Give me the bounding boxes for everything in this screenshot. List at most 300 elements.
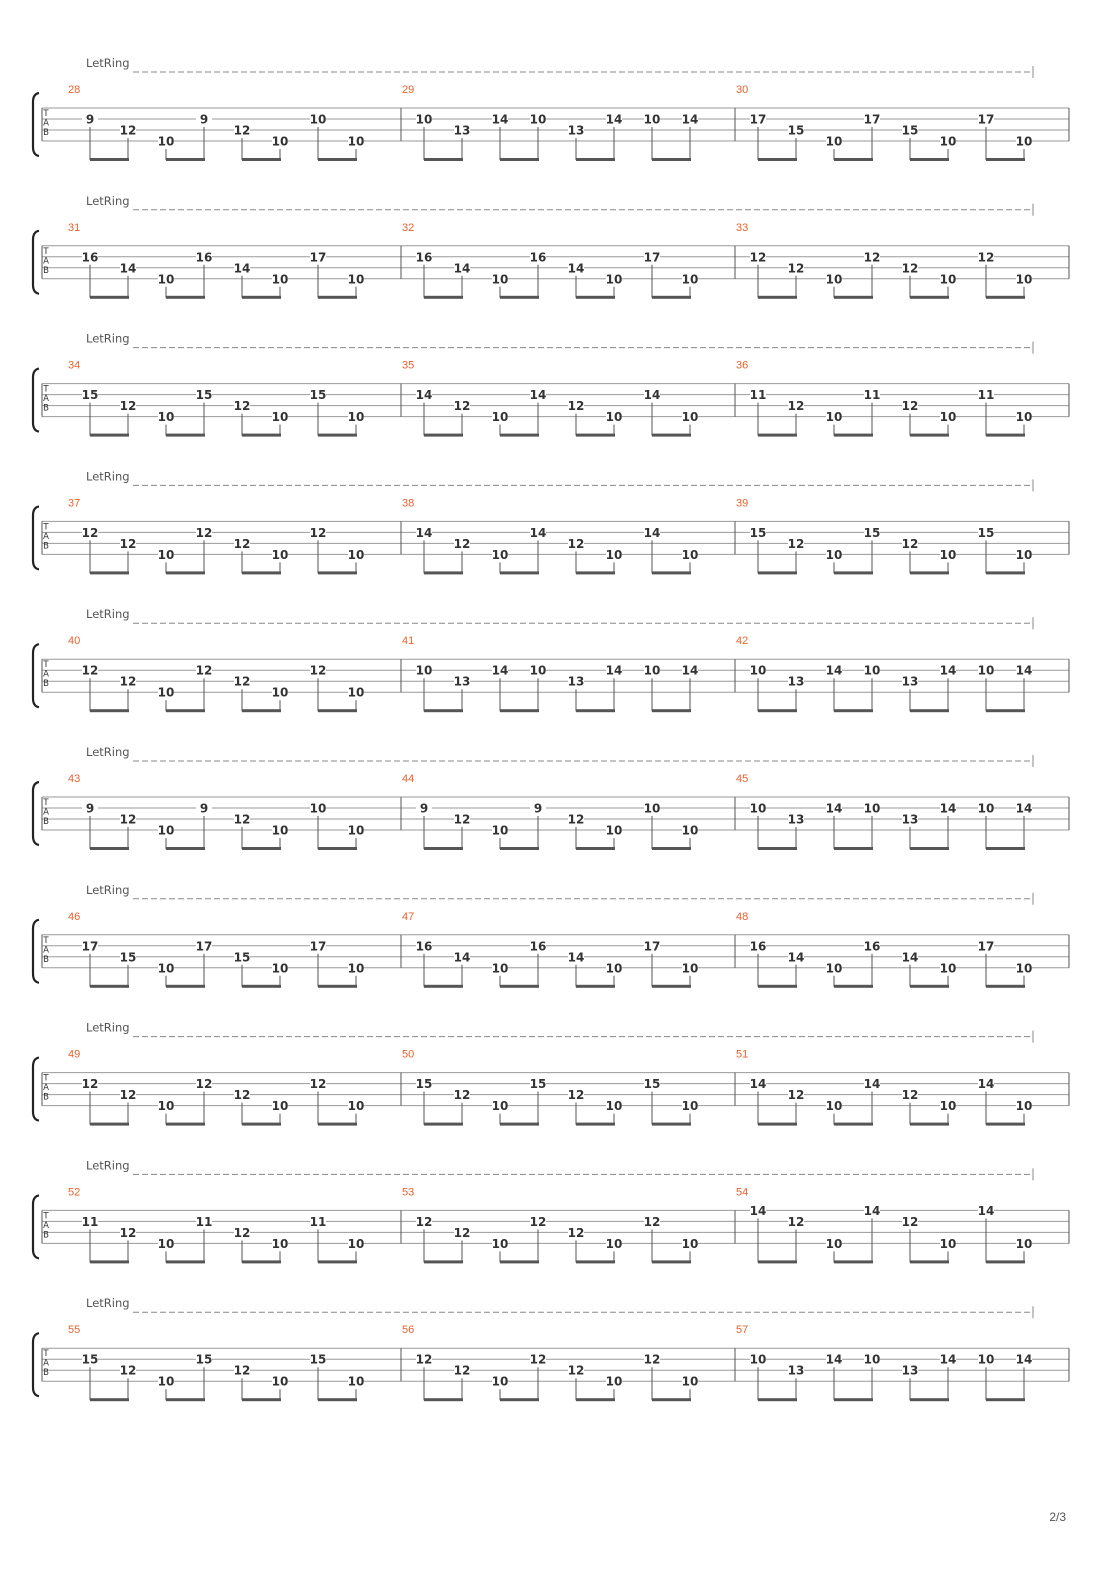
fret-number: 14 — [119, 261, 137, 276]
tab-clef-letter: T — [43, 1211, 49, 1222]
fret-number: 10 — [271, 547, 289, 562]
fret-number: 17 — [643, 250, 661, 265]
let-ring-label: LetRing — [86, 882, 130, 897]
tab-clef-letter: B — [43, 265, 49, 276]
note-beam — [758, 985, 797, 988]
fret-number: 10 — [681, 1099, 699, 1114]
fret-number: 15 — [309, 1352, 327, 1367]
fret-number: 10 — [271, 410, 289, 425]
note-beam — [242, 709, 281, 712]
fret-number: 10 — [939, 410, 957, 425]
fret-number: 12 — [901, 261, 919, 276]
fret-number: 15 — [81, 388, 99, 403]
tab-clef-letter: A — [43, 669, 49, 680]
fret-number: 10 — [157, 1236, 175, 1251]
fret-number: 10 — [681, 272, 699, 287]
fret-number: 10 — [529, 112, 547, 127]
fret-number: 11 — [81, 1214, 99, 1229]
measure-number: 54 — [736, 1186, 749, 1199]
tab-clef-letter: B — [43, 817, 49, 827]
note-beam — [318, 1260, 357, 1263]
note-beam — [652, 296, 691, 299]
fret-number: 10 — [643, 663, 661, 678]
fret-number: 14 — [529, 525, 547, 540]
note-beam — [652, 158, 691, 161]
fret-number: 10 — [491, 1236, 509, 1251]
fret-number: 10 — [347, 272, 365, 287]
note-beam — [986, 1123, 1025, 1126]
measure-number: 57 — [736, 1324, 749, 1337]
fret-number: 14 — [1015, 801, 1033, 816]
note-beam — [576, 847, 615, 850]
measure-number: 47 — [402, 910, 415, 923]
note-beam — [318, 434, 357, 437]
note-beam — [576, 434, 615, 437]
fret-number: 12 — [453, 1363, 471, 1378]
note-beam — [576, 158, 615, 161]
measure-number: 32 — [402, 221, 415, 234]
tab-clef-letter: T — [43, 522, 49, 533]
note-beam — [910, 434, 949, 437]
note-beam — [758, 1260, 797, 1263]
fret-number: 12 — [119, 123, 137, 138]
fret-number: 14 — [863, 1203, 881, 1218]
note-beam — [500, 571, 539, 574]
fret-number: 13 — [901, 1363, 919, 1378]
fret-number: 9 — [199, 801, 209, 816]
fret-number: 9 — [419, 801, 429, 816]
fret-number: 13 — [453, 123, 471, 138]
fret-number: 14 — [1015, 663, 1033, 678]
fret-number: 14 — [749, 1077, 767, 1092]
fret-number: 14 — [233, 261, 251, 276]
note-beam — [986, 847, 1025, 850]
note-beam — [166, 709, 205, 712]
system-bracket — [33, 369, 39, 432]
fret-number: 10 — [157, 410, 175, 425]
fret-number: 14 — [681, 663, 699, 678]
tab-clef-letter: A — [43, 1358, 49, 1369]
note-beam — [652, 1123, 691, 1126]
note-beam — [652, 985, 691, 988]
note-beam — [910, 571, 949, 574]
tab-clef-letter: B — [43, 128, 49, 138]
fret-number: 16 — [195, 250, 213, 265]
fret-number: 10 — [605, 547, 623, 562]
note-beam — [986, 985, 1025, 988]
note-beam — [986, 1260, 1025, 1263]
fret-number: 14 — [863, 1077, 881, 1092]
tab-clef-letter: T — [43, 384, 49, 395]
fret-number: 12 — [309, 1077, 327, 1092]
fret-number: 14 — [529, 388, 547, 403]
measure-number: 36 — [736, 359, 749, 372]
fret-number: 10 — [939, 134, 957, 149]
fret-number: 12 — [529, 1352, 547, 1367]
note-beam — [424, 1123, 463, 1126]
fret-number: 12 — [453, 536, 471, 551]
note-beam — [424, 1260, 463, 1263]
note-beam — [834, 296, 873, 299]
measure-number: 49 — [68, 1048, 81, 1061]
note-beam — [576, 709, 615, 712]
note-beam — [166, 571, 205, 574]
fret-number: 14 — [1015, 1352, 1033, 1367]
fret-number: 13 — [901, 812, 919, 827]
fret-number: 10 — [1015, 134, 1033, 149]
fret-number: 10 — [157, 272, 175, 287]
fret-number: 15 — [977, 525, 995, 540]
note-beam — [834, 1398, 873, 1401]
fret-number: 16 — [863, 939, 881, 954]
fret-number: 13 — [567, 674, 585, 689]
fret-number: 14 — [825, 801, 843, 816]
measure-number: 55 — [68, 1324, 81, 1337]
fret-number: 12 — [119, 1363, 137, 1378]
tab-clef-letter: A — [43, 1220, 49, 1231]
note-beam — [758, 709, 797, 712]
fret-number: 12 — [233, 536, 251, 551]
let-ring-label: LetRing — [86, 1296, 130, 1311]
measure-number: 38 — [402, 497, 415, 510]
fret-number: 12 — [81, 1077, 99, 1092]
fret-number: 10 — [681, 547, 699, 562]
fret-number: 15 — [309, 388, 327, 403]
note-beam — [242, 1260, 281, 1263]
let-ring-label: LetRing — [86, 1020, 130, 1035]
note-beam — [652, 1260, 691, 1263]
tab-clef-letter: B — [43, 403, 49, 414]
tab-clef-letter: B — [43, 1368, 49, 1379]
note-beam — [834, 158, 873, 161]
fret-number: 12 — [901, 399, 919, 414]
fret-number: 16 — [415, 939, 433, 954]
note-beam — [90, 847, 129, 850]
note-beam — [318, 571, 357, 574]
tab-clef-letter: B — [43, 1230, 49, 1241]
fret-number: 10 — [347, 1374, 365, 1389]
fret-number: 12 — [415, 1352, 433, 1367]
note-beam — [834, 1260, 873, 1263]
note-beam — [166, 1260, 205, 1263]
tab-clef-letter: T — [43, 660, 49, 671]
fret-number: 15 — [643, 1077, 661, 1092]
fret-number: 10 — [415, 663, 433, 678]
fret-number: 12 — [233, 1363, 251, 1378]
tab-clef-letter: A — [43, 531, 49, 542]
fret-number: 10 — [347, 823, 365, 838]
fret-number: 10 — [939, 547, 957, 562]
note-beam — [986, 571, 1025, 574]
note-beam — [986, 296, 1025, 299]
fret-number: 12 — [233, 399, 251, 414]
note-beam — [758, 296, 797, 299]
note-beam — [500, 1260, 539, 1263]
fret-number: 10 — [643, 112, 661, 127]
fret-number: 15 — [863, 525, 881, 540]
measure-number: 44 — [402, 773, 415, 785]
fret-number: 12 — [119, 536, 137, 551]
fret-number: 10 — [863, 663, 881, 678]
note-beam — [90, 434, 129, 437]
fret-number: 12 — [195, 1077, 213, 1092]
note-beam — [424, 434, 463, 437]
fret-number: 12 — [233, 1088, 251, 1103]
fret-number: 14 — [605, 663, 623, 678]
fret-number: 10 — [347, 410, 365, 425]
fret-number: 17 — [749, 112, 767, 127]
fret-number: 14 — [567, 950, 585, 965]
measure-number: 37 — [68, 497, 81, 510]
fret-number: 11 — [863, 388, 881, 403]
fret-number: 12 — [309, 663, 327, 678]
fret-number: 10 — [1015, 547, 1033, 562]
fret-number: 13 — [787, 812, 805, 827]
note-beam — [242, 571, 281, 574]
fret-number: 17 — [977, 939, 995, 954]
fret-number: 11 — [749, 388, 767, 403]
fret-number: 12 — [567, 536, 585, 551]
fret-number: 10 — [157, 1099, 175, 1114]
measure-number: 53 — [402, 1186, 415, 1199]
fret-number: 12 — [233, 812, 251, 827]
fret-number: 10 — [271, 1236, 289, 1251]
tab-clef-letter: A — [43, 945, 49, 956]
fret-number: 10 — [863, 1352, 881, 1367]
tab-clef-letter: A — [43, 256, 49, 267]
fret-number: 14 — [643, 388, 661, 403]
fret-number: 16 — [415, 250, 433, 265]
note-beam — [834, 1123, 873, 1126]
fret-number: 12 — [453, 812, 471, 827]
tab-clef-letter: B — [43, 679, 49, 690]
fret-number: 12 — [81, 525, 99, 540]
note-beam — [500, 1123, 539, 1126]
fret-number: 15 — [233, 950, 251, 965]
fret-number: 10 — [157, 685, 175, 700]
note-beam — [576, 1123, 615, 1126]
note-beam — [576, 296, 615, 299]
fret-number: 12 — [309, 525, 327, 540]
fret-number: 12 — [119, 812, 137, 827]
fret-number: 10 — [491, 823, 509, 838]
note-beam — [652, 571, 691, 574]
fret-number: 13 — [567, 123, 585, 138]
measure-number: 34 — [68, 359, 81, 372]
measure-number: 35 — [402, 359, 415, 372]
note-beam — [910, 1260, 949, 1263]
fret-number: 10 — [347, 1236, 365, 1251]
tab-clef-letter: T — [43, 1073, 49, 1084]
fret-number: 11 — [977, 388, 995, 403]
fret-number: 17 — [643, 939, 661, 954]
fret-number: 12 — [415, 1214, 433, 1229]
note-beam — [90, 158, 129, 161]
fret-number: 15 — [749, 525, 767, 540]
fret-number: 10 — [863, 801, 881, 816]
fret-number: 10 — [825, 547, 843, 562]
fret-number: 14 — [415, 388, 433, 403]
note-beam — [910, 1398, 949, 1401]
note-beam — [758, 1123, 797, 1126]
note-beam — [500, 1398, 539, 1401]
fret-number: 12 — [787, 1214, 805, 1229]
fret-number: 12 — [977, 250, 995, 265]
measure-number: 31 — [68, 221, 81, 234]
note-beam — [166, 158, 205, 161]
note-beam — [318, 985, 357, 988]
fret-number: 12 — [567, 1088, 585, 1103]
measure-number: 51 — [736, 1048, 749, 1061]
fret-number: 12 — [567, 812, 585, 827]
note-beam — [910, 1123, 949, 1126]
tab-clef-letter: B — [43, 541, 49, 552]
note-beam — [90, 709, 129, 712]
fret-number: 14 — [901, 950, 919, 965]
fret-number: 10 — [939, 961, 957, 976]
measure-number: 52 — [68, 1186, 81, 1199]
fret-number: 17 — [195, 939, 213, 954]
note-beam — [986, 709, 1025, 712]
fret-number: 10 — [825, 961, 843, 976]
fret-number: 10 — [977, 1352, 995, 1367]
fret-number: 10 — [681, 410, 699, 425]
fret-number: 12 — [787, 261, 805, 276]
fret-number: 10 — [605, 1374, 623, 1389]
fret-number: 15 — [119, 950, 137, 965]
fret-number: 10 — [1015, 1099, 1033, 1114]
fret-number: 14 — [825, 663, 843, 678]
system-bracket — [33, 1333, 39, 1396]
note-beam — [576, 1398, 615, 1401]
fret-number: 13 — [453, 674, 471, 689]
note-beam — [576, 985, 615, 988]
fret-number: 10 — [271, 961, 289, 976]
fret-number: 10 — [491, 961, 509, 976]
fret-number: 15 — [787, 123, 805, 138]
fret-number: 14 — [825, 1352, 843, 1367]
fret-number: 14 — [643, 525, 661, 540]
note-beam — [576, 1260, 615, 1263]
note-beam — [90, 1260, 129, 1263]
let-ring-label: LetRing — [86, 56, 130, 70]
note-beam — [318, 158, 357, 161]
fret-number: 10 — [825, 272, 843, 287]
fret-number: 15 — [901, 123, 919, 138]
fret-number: 10 — [605, 1099, 623, 1114]
system-bracket — [33, 1195, 39, 1258]
system-bracket — [33, 506, 39, 569]
measure-number: 46 — [68, 910, 81, 923]
fret-number: 10 — [347, 1099, 365, 1114]
fret-number: 10 — [643, 801, 661, 816]
fret-number: 10 — [939, 1099, 957, 1114]
measure-number: 56 — [402, 1324, 415, 1337]
fret-number: 10 — [157, 547, 175, 562]
note-beam — [318, 847, 357, 850]
fret-number: 11 — [195, 1214, 213, 1229]
note-beam — [758, 571, 797, 574]
fret-number: 12 — [787, 536, 805, 551]
fret-number: 10 — [605, 961, 623, 976]
note-beam — [910, 709, 949, 712]
fret-number: 10 — [1015, 961, 1033, 976]
fret-number: 10 — [271, 1099, 289, 1114]
note-beam — [986, 1398, 1025, 1401]
page-number: 2/3 — [1049, 1510, 1066, 1524]
fret-number: 10 — [825, 134, 843, 149]
note-beam — [834, 434, 873, 437]
fret-number: 14 — [567, 261, 585, 276]
fret-number: 14 — [787, 950, 805, 965]
fret-number: 10 — [939, 272, 957, 287]
fret-number: 14 — [605, 112, 623, 127]
fret-number: 10 — [347, 134, 365, 149]
measure-number: 33 — [736, 221, 749, 234]
fret-number: 16 — [529, 250, 547, 265]
fret-number: 12 — [119, 1088, 137, 1103]
note-beam — [424, 709, 463, 712]
note-beam — [242, 1123, 281, 1126]
fret-number: 10 — [681, 823, 699, 838]
fret-number: 10 — [271, 272, 289, 287]
fret-number: 14 — [977, 1203, 995, 1218]
fret-number: 10 — [347, 961, 365, 976]
note-beam — [318, 709, 357, 712]
measure-number: 29 — [402, 84, 415, 96]
fret-number: 14 — [491, 112, 509, 127]
note-beam — [90, 985, 129, 988]
fret-number: 9 — [85, 801, 95, 816]
system-bracket — [33, 920, 39, 983]
fret-number: 10 — [749, 1352, 767, 1367]
note-beam — [910, 847, 949, 850]
system-bracket — [33, 1058, 39, 1121]
fret-number: 10 — [1015, 410, 1033, 425]
note-beam — [834, 571, 873, 574]
note-beam — [500, 985, 539, 988]
note-beam — [242, 985, 281, 988]
note-beam — [652, 1398, 691, 1401]
note-beam — [910, 985, 949, 988]
fret-number: 12 — [195, 663, 213, 678]
fret-number: 14 — [415, 525, 433, 540]
measure-number: 50 — [402, 1048, 415, 1061]
system-bracket — [33, 644, 39, 707]
note-beam — [576, 571, 615, 574]
note-beam — [500, 847, 539, 850]
fret-number: 12 — [119, 674, 137, 689]
fret-number: 10 — [309, 112, 327, 127]
fret-number: 14 — [681, 112, 699, 127]
fret-number: 15 — [195, 388, 213, 403]
fret-number: 12 — [901, 1214, 919, 1229]
tab-clef-letter: T — [43, 246, 49, 257]
tab-clef-letter: B — [43, 1092, 49, 1103]
fret-number: 10 — [491, 547, 509, 562]
tab-clef-letter: A — [43, 807, 49, 818]
fret-number: 10 — [749, 801, 767, 816]
fret-number: 14 — [939, 801, 957, 816]
fret-number: 10 — [977, 663, 995, 678]
fret-number: 14 — [977, 1077, 995, 1092]
fret-number: 12 — [643, 1214, 661, 1229]
fret-number: 12 — [81, 663, 99, 678]
fret-number: 10 — [749, 663, 767, 678]
note-beam — [500, 709, 539, 712]
fret-number: 13 — [901, 674, 919, 689]
note-beam — [500, 434, 539, 437]
